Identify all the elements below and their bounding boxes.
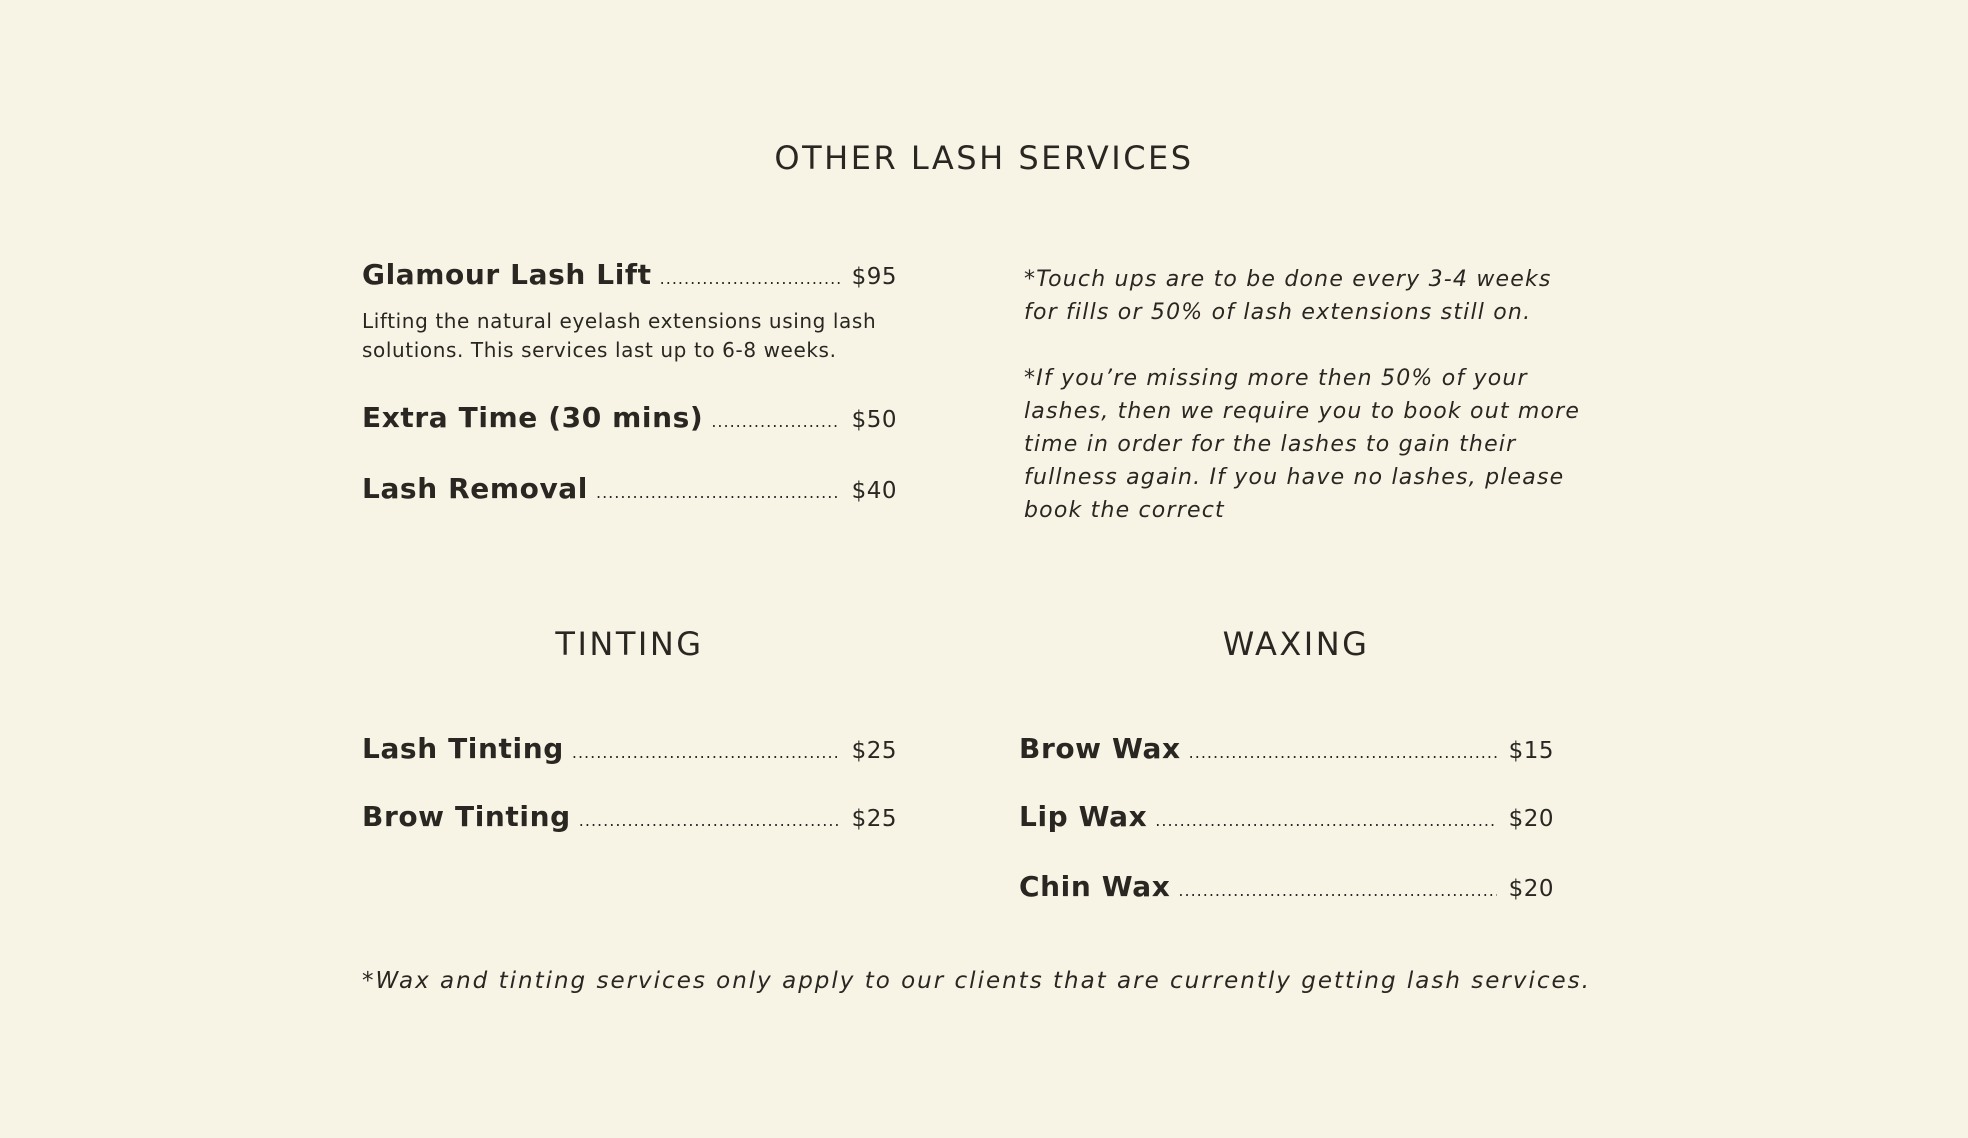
service-item-lash-removal [362,472,897,505]
service-item-glamour-lash-lift [362,258,897,291]
dot-leader [660,269,840,288]
service-name: Lip Wax [1019,800,1148,833]
service-name: Lash Removal [362,472,588,505]
service-item-chin-wax [1019,870,1554,903]
service-description: Lifting the natural eyelash extensions using lash solutions. This services last up to 6-8 weeks. [362,309,877,362]
service-price: $40 [851,478,897,504]
tinting-heading: TINTING [555,625,704,663]
service-item-brow-tinting [362,800,897,833]
lash-services-heading: OTHER LASH SERVICES [774,139,1194,177]
service-name: Lash Tinting [362,732,564,765]
service-name: Brow Tinting [362,800,571,833]
service-price: $15 [1508,738,1554,764]
service-price: $50 [851,407,897,433]
dot-leader [1189,743,1497,762]
service-name: Extra Time (30 mins) [362,401,704,434]
dot-leader [579,811,840,830]
service-price: $25 [851,738,897,764]
touch-up-note: *Touch ups are to be done every 3-4 weeks for fills or 50% of lash extensions still on. [1024,267,1552,325]
service-name: Brow Wax [1019,732,1181,765]
service-price: $95 [851,264,897,290]
waxing-heading: WAXING [1222,625,1370,663]
dot-leader [1155,811,1496,830]
service-item-brow-wax [1019,732,1554,765]
dot-leader [572,743,840,762]
service-item-lip-wax [1019,800,1554,833]
service-name: Chin Wax [1019,870,1171,903]
missing-lashes-note: *If you’re missing more then 50% of your lashes, then we require you to book out more time in order for the lashes to gain their fullness again. If you have no lashes, please book the correct [1024,366,1581,523]
dot-leader [1178,881,1496,900]
service-item-lash-tinting [362,732,897,765]
service-price: $20 [1508,876,1554,902]
dot-leader [596,483,840,502]
service-item-extra-time [362,401,897,434]
wax-tinting-note: *Wax and tinting services only apply to our clients that are currently getting lash services. [362,968,1591,994]
dot-leader [711,412,839,431]
service-price: $25 [851,806,897,832]
service-price: $20 [1508,806,1554,832]
service-name: Glamour Lash Lift [362,258,652,291]
